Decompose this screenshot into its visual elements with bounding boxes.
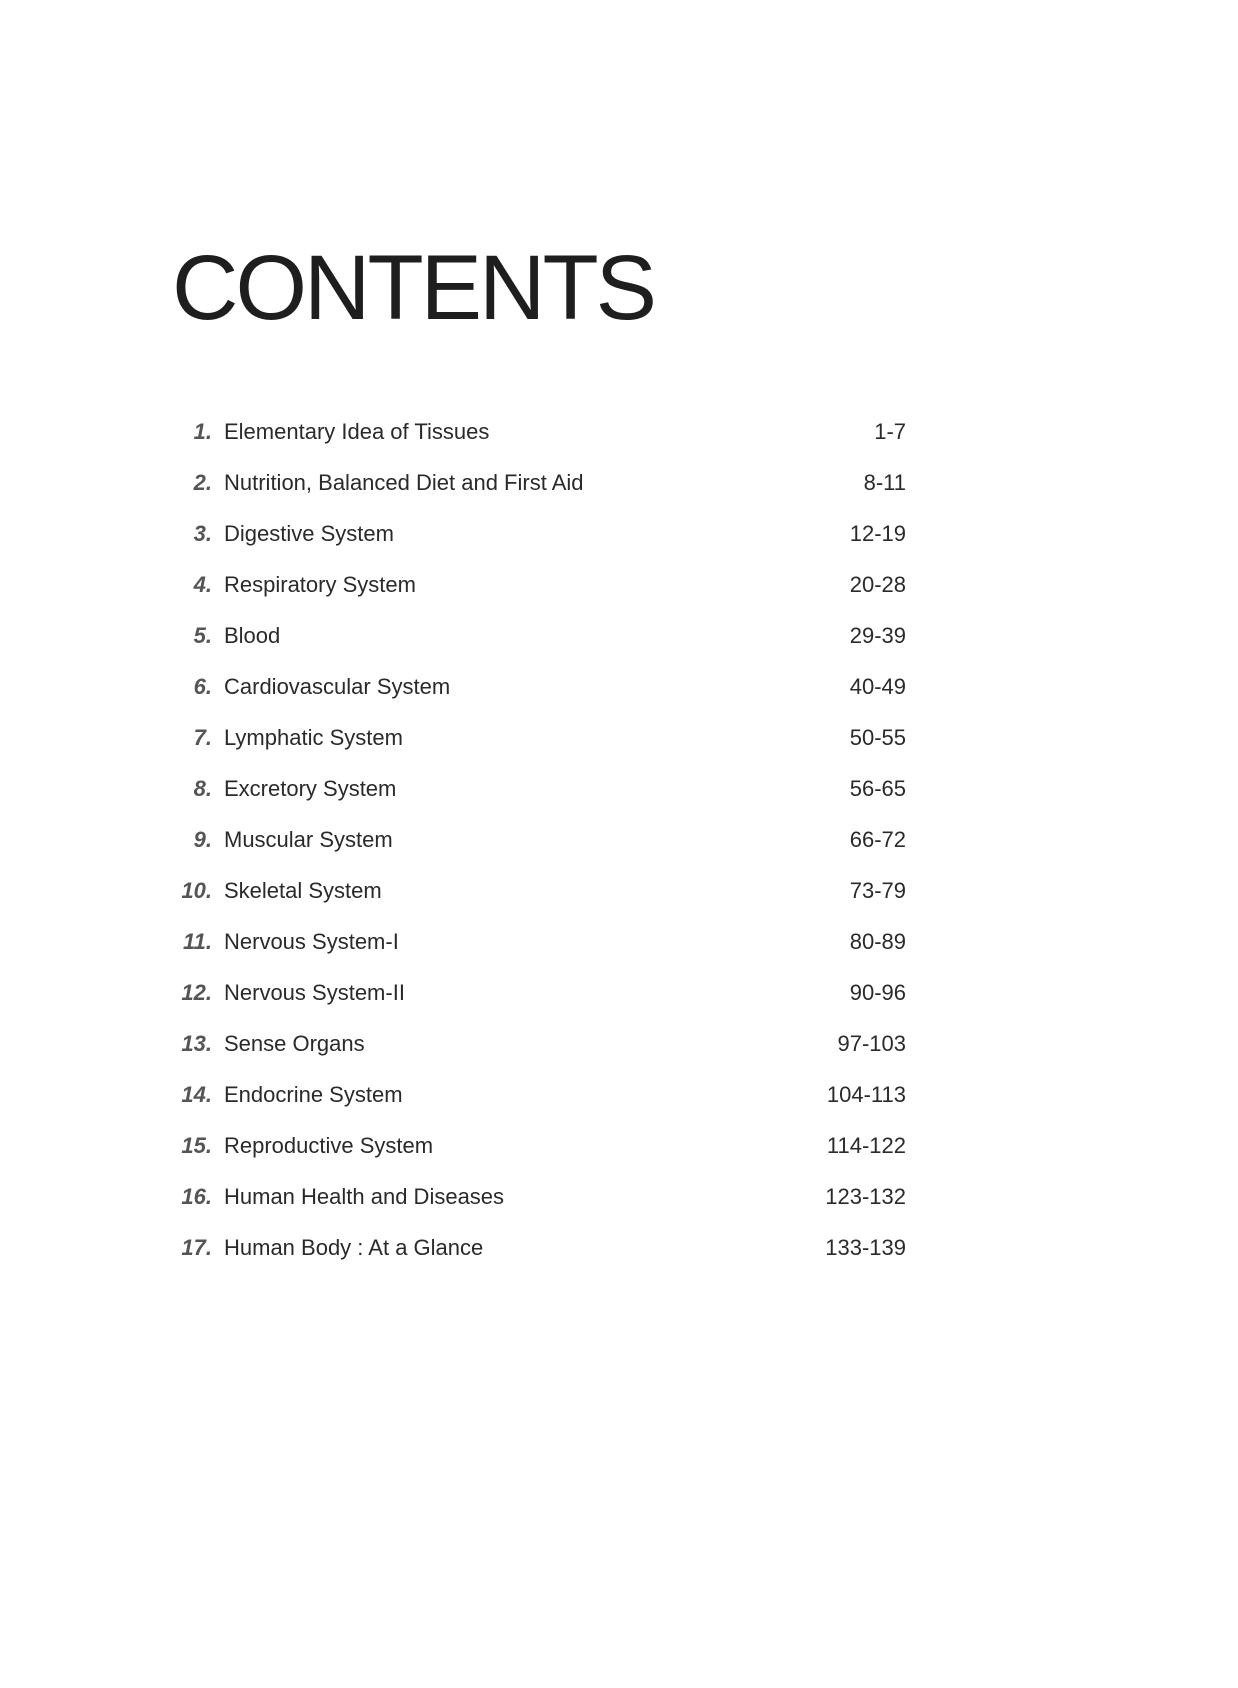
chapter-pages: 73-79 xyxy=(849,878,906,903)
chapter-title: Human Health and Diseases xyxy=(224,1184,505,1209)
toc-entry[interactable] xyxy=(170,967,906,1018)
chapter-number: 3. xyxy=(193,521,212,546)
chapter-number: 8. xyxy=(193,776,212,801)
chapter-title: Digestive System xyxy=(224,521,394,546)
chapter-pages: 80-89 xyxy=(849,929,906,954)
chapter-pages: 20-28 xyxy=(849,572,906,597)
chapter-number: 17. xyxy=(181,1235,212,1260)
chapter-number: 7. xyxy=(193,725,212,750)
chapter-pages: 90-96 xyxy=(849,980,906,1005)
chapter-number: 2. xyxy=(193,470,212,495)
toc-entry[interactable] xyxy=(170,1069,906,1120)
toc-entry[interactable] xyxy=(170,712,906,763)
chapter-number: 12. xyxy=(181,980,212,1005)
toc-entry[interactable] xyxy=(170,559,906,610)
chapter-pages: 133-139 xyxy=(825,1235,906,1260)
chapter-title: Lymphatic System xyxy=(224,725,403,750)
chapter-pages: 12-19 xyxy=(849,521,906,546)
toc-entry[interactable] xyxy=(170,610,906,661)
chapter-pages: 29-39 xyxy=(849,623,906,648)
chapter-title: Human Body : At a Glance xyxy=(224,1235,484,1260)
chapter-title: Nervous System-I xyxy=(224,929,399,954)
toc-entry[interactable] xyxy=(170,1018,906,1069)
chapter-title: Cardiovascular System xyxy=(224,674,451,699)
chapter-title: Endocrine System xyxy=(224,1082,403,1107)
toc-entry[interactable] xyxy=(170,763,906,814)
chapter-title: Elementary Idea of Tissues xyxy=(224,419,490,444)
toc-entry[interactable] xyxy=(170,406,906,457)
chapter-title: Nervous System-II xyxy=(224,980,405,1005)
chapter-number: 14. xyxy=(181,1082,212,1107)
chapter-pages: 56-65 xyxy=(849,776,906,801)
chapter-number: 11. xyxy=(183,929,212,954)
chapter-title: Muscular System xyxy=(224,827,393,852)
chapter-number: 4. xyxy=(193,572,212,597)
chapter-pages: 8-11 xyxy=(863,470,906,495)
chapter-pages: 66-72 xyxy=(849,827,906,852)
toc-entry[interactable] xyxy=(170,814,906,865)
toc-entry[interactable] xyxy=(170,1120,906,1171)
chapter-pages: 104-113 xyxy=(826,1082,906,1107)
chapter-title: Blood xyxy=(224,623,281,648)
chapter-title: Respiratory System xyxy=(224,572,416,597)
chapter-number: 6. xyxy=(193,674,212,699)
chapter-title: Sense Organs xyxy=(224,1031,365,1056)
table-of-contents xyxy=(170,406,906,1273)
toc-entry[interactable] xyxy=(170,457,906,508)
toc-entry[interactable] xyxy=(170,508,906,559)
chapter-number: 15. xyxy=(181,1133,212,1158)
chapter-pages: 1-7 xyxy=(874,419,906,444)
toc-entry[interactable] xyxy=(170,1222,906,1273)
toc-entry[interactable] xyxy=(170,865,906,916)
page-title: CONTENTS xyxy=(172,237,654,339)
chapter-pages: 97-103 xyxy=(837,1031,906,1056)
chapter-pages: 40-49 xyxy=(849,674,906,699)
chapter-title: Reproductive System xyxy=(224,1133,434,1158)
chapter-number: 1. xyxy=(193,419,212,444)
chapter-title: Nutrition, Balanced Diet and First Aid xyxy=(224,470,584,495)
chapter-number: 5. xyxy=(193,623,212,648)
chapter-pages: 50-55 xyxy=(849,725,906,750)
chapter-pages: 123-132 xyxy=(825,1184,906,1209)
chapter-pages: 114-122 xyxy=(826,1133,906,1158)
toc-entry[interactable] xyxy=(170,661,906,712)
chapter-number: 10. xyxy=(181,878,212,903)
toc-entry[interactable] xyxy=(170,1171,906,1222)
chapter-title: Skeletal System xyxy=(224,878,382,903)
toc-entry[interactable] xyxy=(170,916,906,967)
chapter-number: 16. xyxy=(181,1184,212,1209)
chapter-title: Excretory System xyxy=(224,776,397,801)
chapter-number: 13. xyxy=(181,1031,212,1056)
chapter-number: 9. xyxy=(193,827,212,852)
